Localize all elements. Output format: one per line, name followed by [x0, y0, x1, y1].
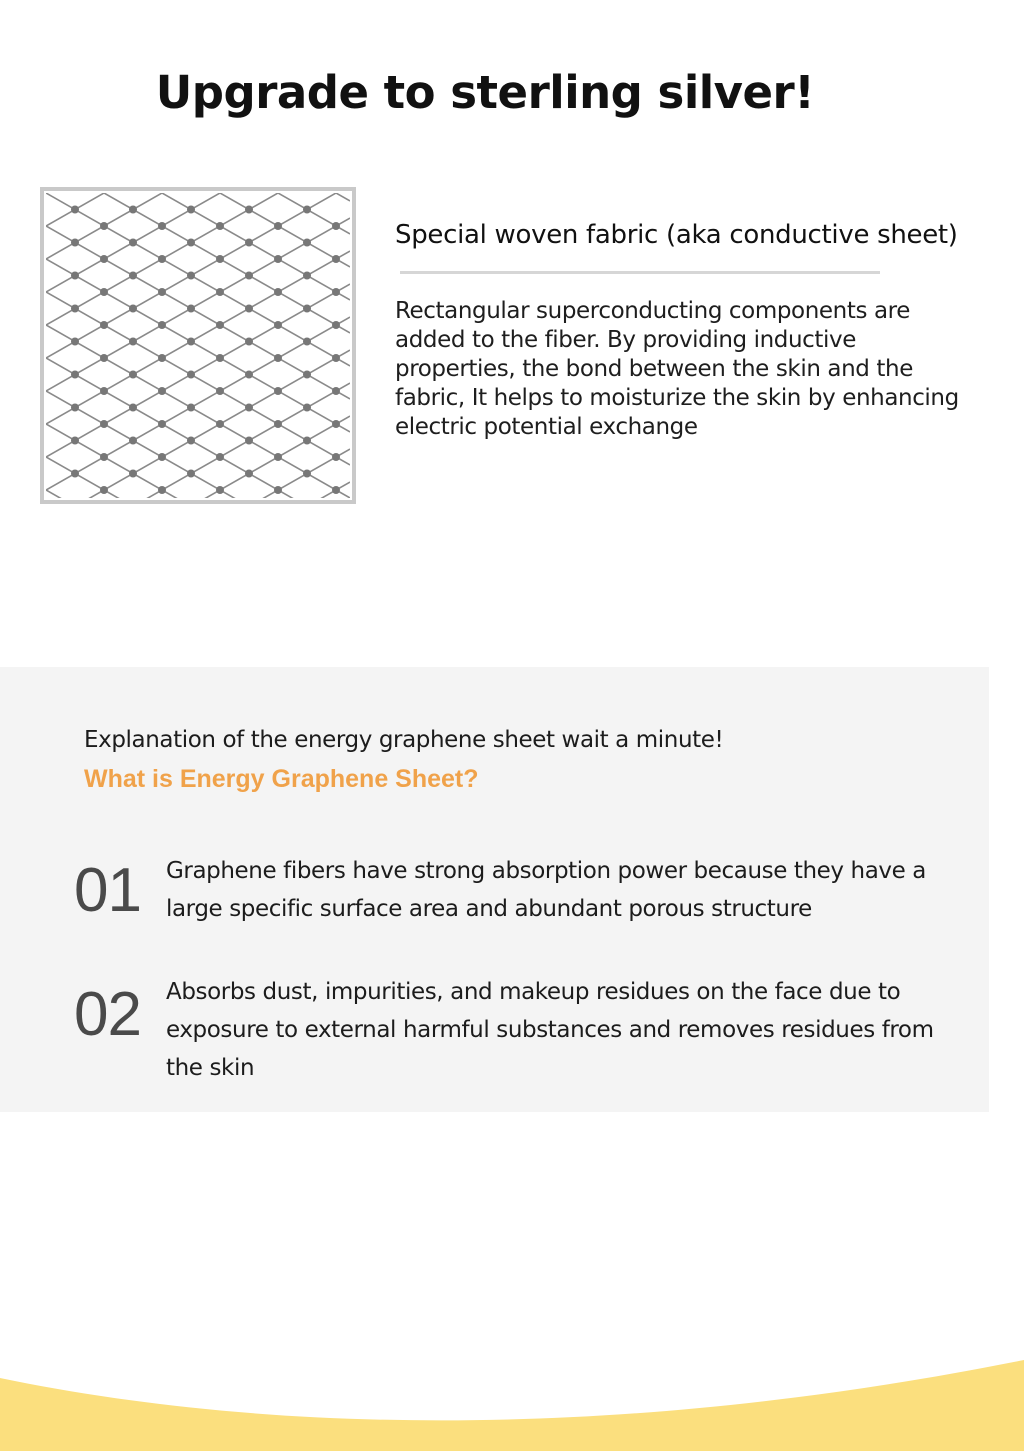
- fabric-divider: [400, 271, 880, 274]
- page-title: Upgrade to sterling silver!: [155, 66, 815, 119]
- fabric-heading: Special woven fabric (aka conductive sheet): [395, 220, 958, 250]
- fabric-pattern-image: [40, 187, 356, 504]
- point-text-01: Graphene fibers have strong absorption power because they have a large specific surface area and abundant porous structure: [166, 858, 926, 922]
- point-text-02: Absorbs dust, impurities, and makeup residues on the face due to exposure to external harmful substances and removes residues from the skin: [166, 979, 934, 1081]
- explanation-intro: Explanation of the energy graphene sheet wait a minute!: [84, 727, 724, 753]
- point-number-01: 01: [74, 856, 141, 925]
- explanation-question: What is Energy Graphene Sheet?: [84, 765, 479, 793]
- bottom-wave-decoration: [0, 1330, 1024, 1451]
- point-number-02: 02: [74, 980, 141, 1049]
- fabric-description: Rectangular superconducting components are added to the fiber. By providing inductive properties, the bond between the skin and the fabric, It helps to moisturize the skin by enhancing electric potential exchange: [395, 298, 959, 440]
